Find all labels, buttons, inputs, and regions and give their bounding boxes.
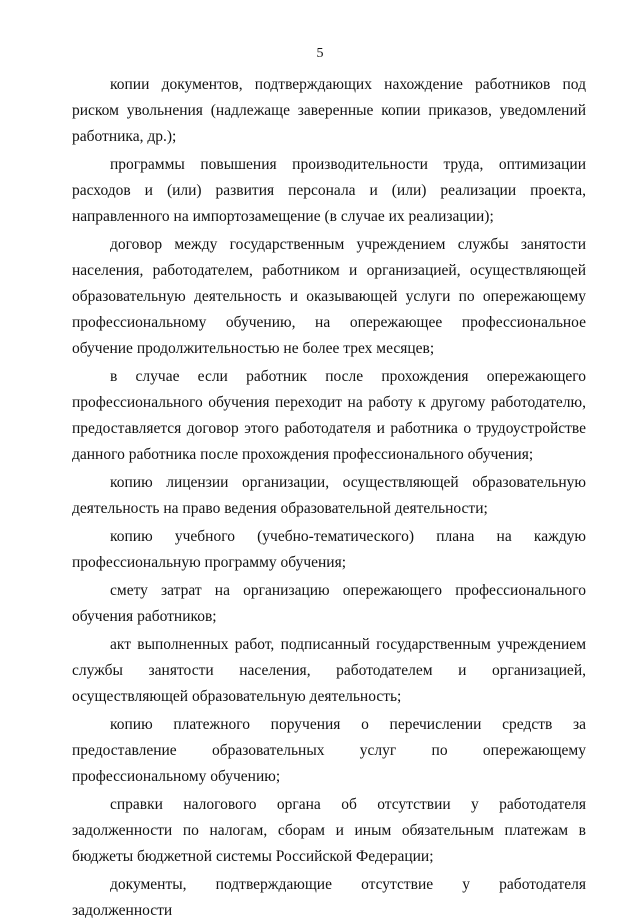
paragraph-6: копию учебного (учебно-тематического) плана на каждую профессиональную программу обучения; (72, 528, 586, 571)
document-body (72, 72, 586, 924)
paragraph-9: копию платежного поручения о перечислении средств за предоставление образовательных услуг по опережающему профессиональному обучению; (72, 716, 586, 785)
page-number: 5 (316, 46, 324, 61)
paragraph-7: смету затрат на организацию опережающего профессионального обучения работников; (72, 582, 586, 625)
paragraph-5: копию лицензии организации, осуществляющей образовательную деятельность на право ведения образовательной деятельности; (72, 474, 586, 517)
paragraph-10: справки налогового органа об отсутствии у работодателя задолженности по налогам, сборам и иным обязательным платежам в бюджеты бюджетной системы Российской Федерации; (72, 796, 586, 865)
paragraph-8: акт выполненных работ, подписанный государственным учреждением службы занятости населения, работодателем и организацией, осуществляющей образовательную деятельность; (72, 636, 586, 705)
paragraph-4: в случае если работник после прохождения опережающего профессионального обучения переходит на работу к другому работодателю, предоставляется договор этого работодателя и работника о трудоустройстве данного работника после прохождения профессионального обучения; (72, 368, 586, 463)
paragraph-3: договор между государственным учреждением службы занятости населения, работодателем, работником и организацией, осуществляющей образовательную деятельность и оказывающей услуги по опережающему профессиональному обучению, на опережающее профессиональное обучение продолжительностью не более трех месяцев; (72, 236, 586, 357)
paragraph-1: копии документов, подтверждающих нахождение работников под риском увольнения (надлежаще заверенные копии приказов, уведомлений работника, др.); (72, 76, 586, 145)
paragraph-11: документы, подтверждающие отсутствие у работодателя задолженности (72, 876, 586, 919)
paragraph-2: программы повышения производительности труда, оптимизации расходов и (или) развития персонала и (или) реализации проекта, направленного на импортозамещение (в случае их реализации); (72, 156, 586, 225)
